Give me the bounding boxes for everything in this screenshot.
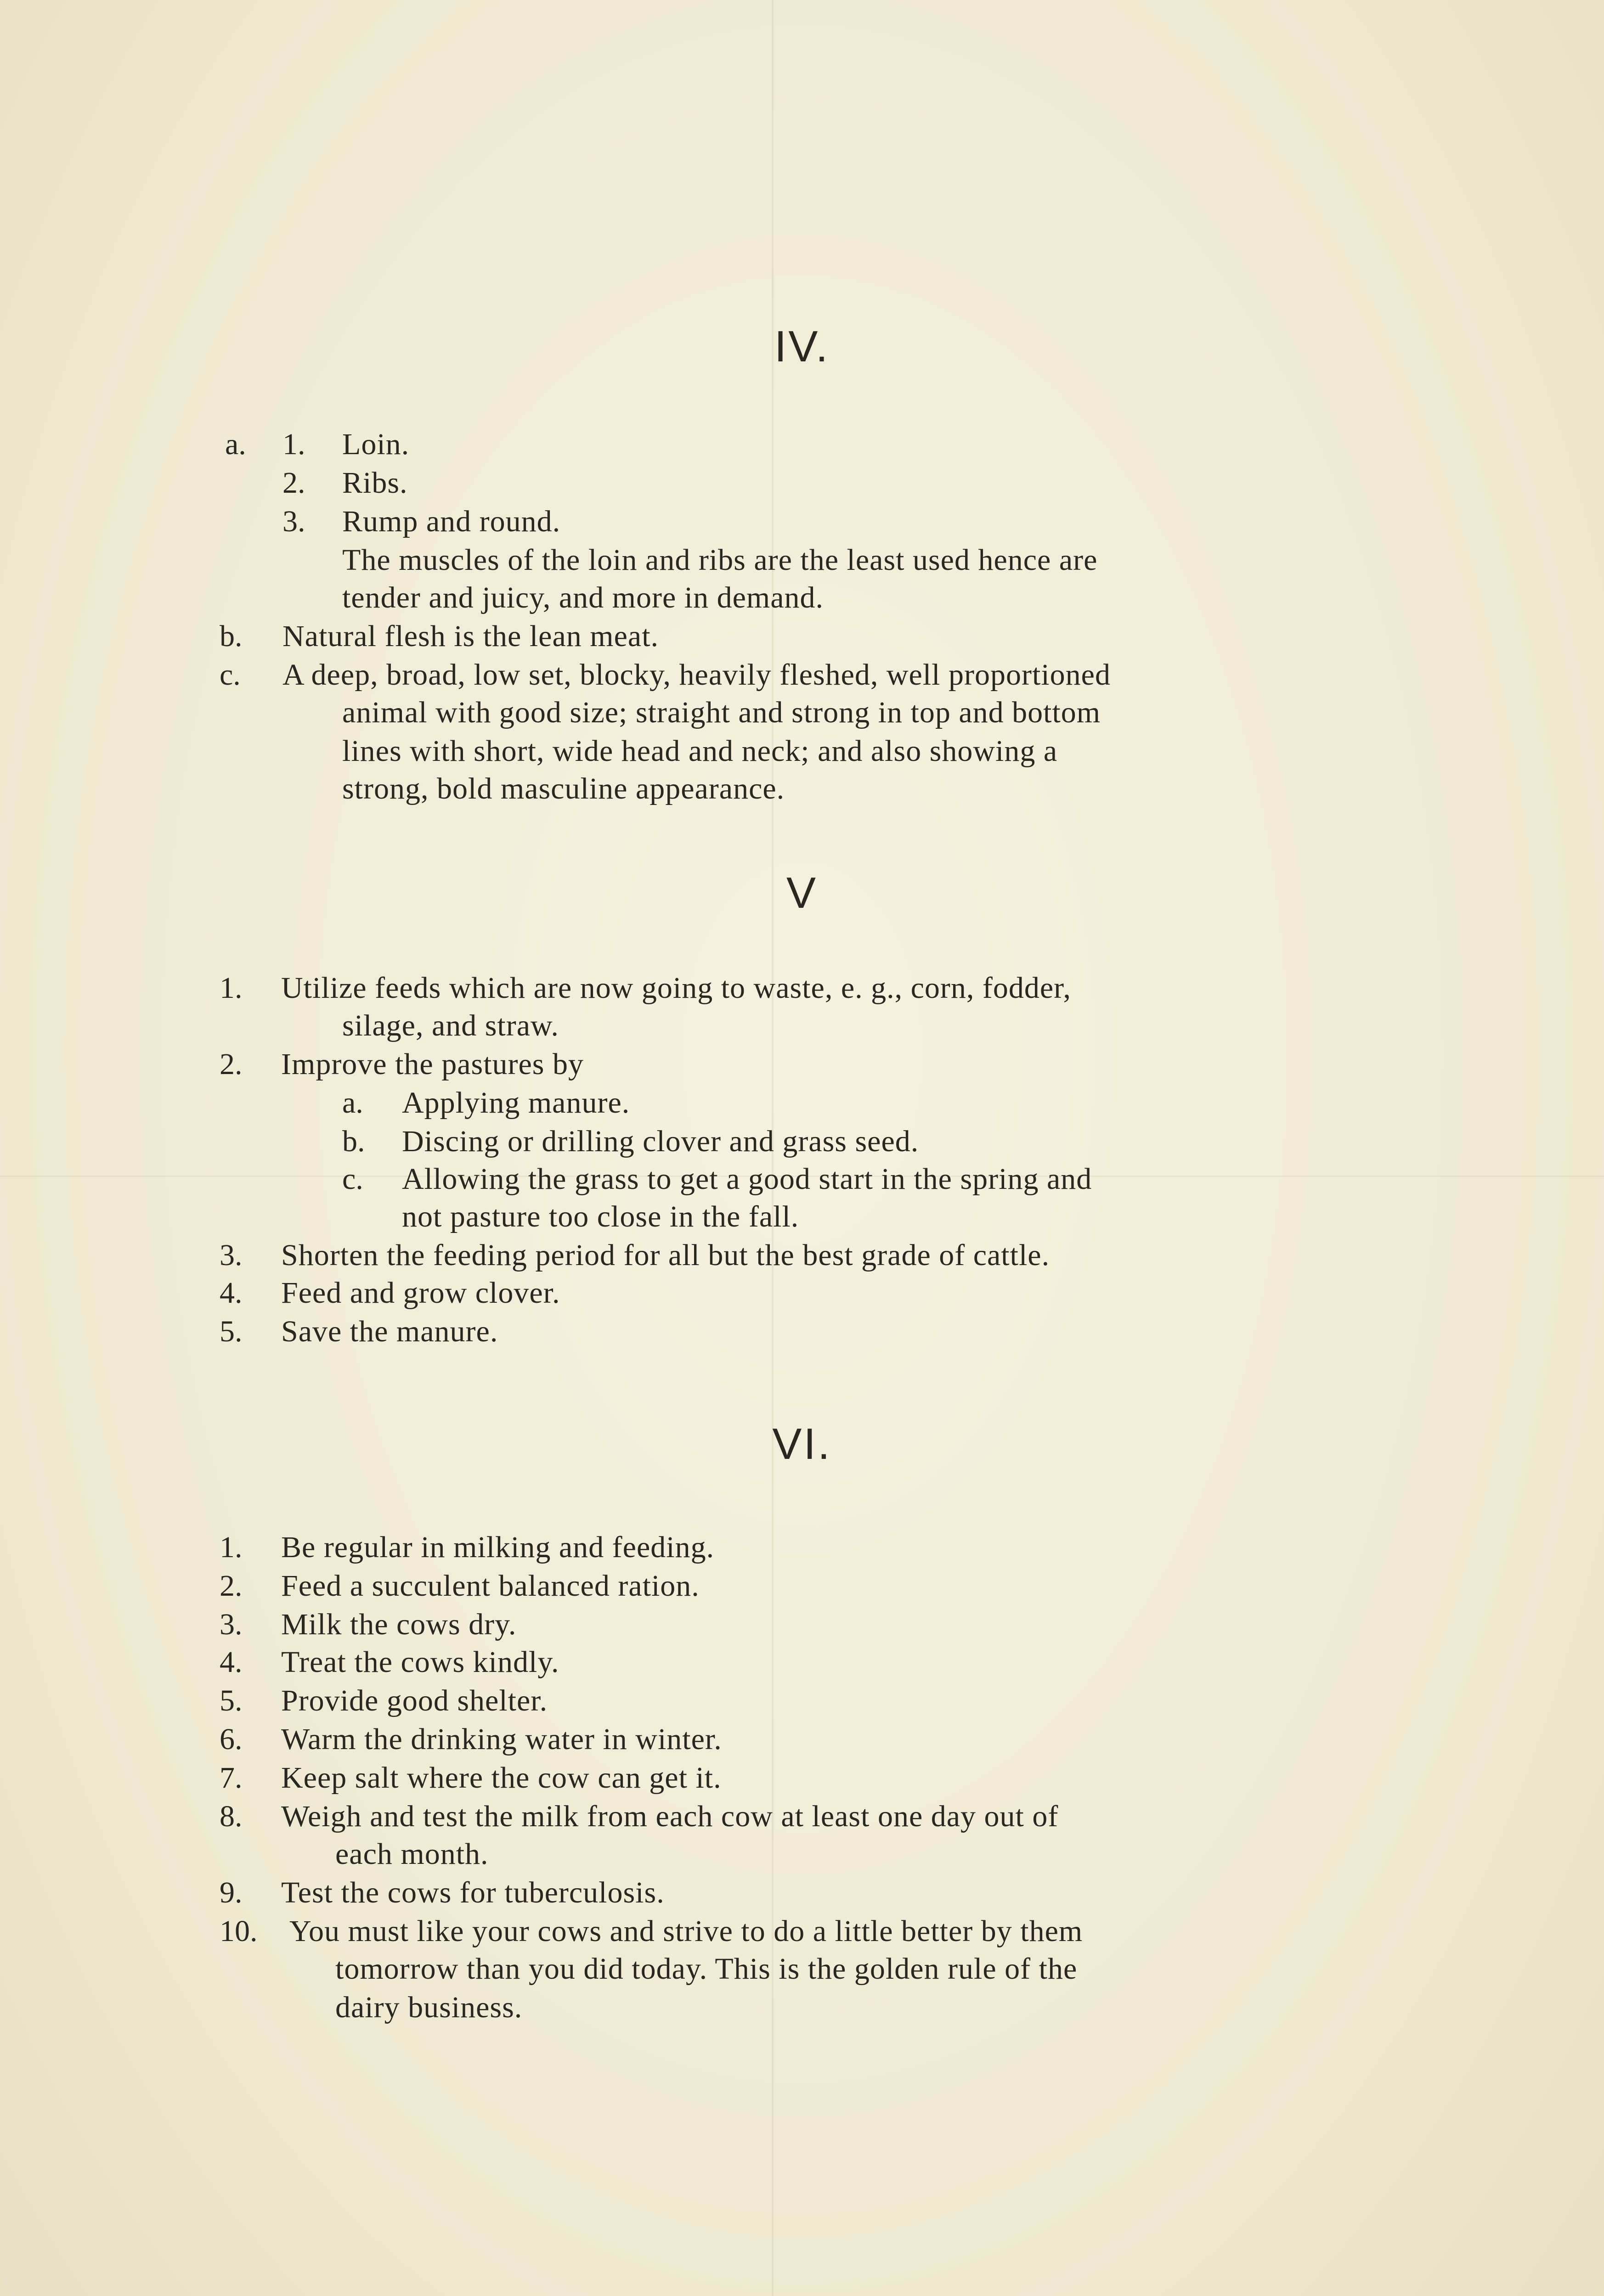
section-iv-c-line: strong, bold masculine appearance. bbox=[342, 772, 785, 805]
section-v-item-num: 4. bbox=[220, 1276, 243, 1310]
section-v-item-text: silage, and straw. bbox=[342, 1009, 559, 1042]
section-v-item-text: Improve the pastures by bbox=[281, 1047, 584, 1081]
section-v-sub-text: Allowing the grass to get a good start in the spring and bbox=[402, 1162, 1092, 1196]
section-vi-item-num: 6. bbox=[220, 1722, 243, 1756]
section-v-item-num: 1. bbox=[220, 971, 243, 1005]
section-vi-item-num: 10. bbox=[220, 1914, 258, 1948]
section-vi-item-text: Milk the cows dry. bbox=[281, 1608, 517, 1641]
section-iv-c-label: c. bbox=[220, 658, 241, 692]
section-v-item-text: Shorten the feeding period for all but the best grade of cattle. bbox=[281, 1238, 1050, 1272]
section-vi-item-num: 9. bbox=[220, 1876, 243, 1909]
section-v-item-text: Feed and grow clover. bbox=[281, 1276, 560, 1310]
section-v-sub-label: b. bbox=[342, 1125, 365, 1158]
section-v-sub-label: c. bbox=[342, 1162, 363, 1196]
section-v-item-text: Save the manure. bbox=[281, 1315, 498, 1348]
section-v-item-num: 2. bbox=[220, 1047, 243, 1081]
section-iv-a-item-text: Loin. bbox=[342, 428, 410, 461]
section-vi-item-text: Be regular in milking and feeding. bbox=[281, 1531, 715, 1564]
section-v-item-num: 3. bbox=[220, 1238, 243, 1272]
section-iv-a-label: a. bbox=[225, 428, 246, 461]
section-v-item-text: Utilize feeds which are now going to waste, e. g., corn, fodder, bbox=[281, 971, 1071, 1005]
section-iv-a-item-num: 1. bbox=[282, 428, 305, 461]
section-vi-item-text: Feed a succulent balanced ration. bbox=[281, 1569, 700, 1603]
section-vi-item-text: Keep salt where the cow can get it. bbox=[281, 1761, 722, 1795]
section-iv-a-note-line: tender and juicy, and more in demand. bbox=[342, 581, 824, 614]
section-vi-item-num: 7. bbox=[220, 1761, 243, 1795]
section-iv-a-item-num: 2. bbox=[282, 466, 305, 500]
section-vi-item-num: 5. bbox=[220, 1684, 243, 1717]
section-iv-a-item-num: 3. bbox=[282, 505, 305, 538]
section-vi-item-text: tomorrow than you did today. This is the golden rule of the bbox=[335, 1952, 1078, 1986]
section-iv-b-text: Natural flesh is the lean meat. bbox=[282, 619, 659, 653]
section-vi-item-text: Provide good shelter. bbox=[281, 1684, 548, 1717]
section-vi-item-num: 3. bbox=[220, 1608, 243, 1641]
section-v-heading: V bbox=[786, 868, 818, 917]
section-v-item-num: 5. bbox=[220, 1315, 243, 1348]
section-vi-item-text: each month. bbox=[335, 1837, 489, 1871]
section-vi-item-text: Treat the cows kindly. bbox=[281, 1645, 559, 1679]
section-v-sub-label: a. bbox=[342, 1086, 363, 1120]
section-vi-item-text: Warm the drinking water in winter. bbox=[281, 1722, 722, 1756]
section-vi-item-text: dairy business. bbox=[335, 1991, 523, 2024]
section-iv-c-line: animal with good size; straight and strong in top and bottom bbox=[342, 696, 1101, 729]
section-iv-heading: IV. bbox=[774, 322, 830, 371]
section-iv-c-line: A deep, broad, low set, blocky, heavily fleshed, well proportioned bbox=[282, 658, 1111, 692]
section-iv-b-label: b. bbox=[220, 619, 243, 653]
section-vi-item-num: 8. bbox=[220, 1800, 243, 1833]
section-vi-item-text: Test the cows for tuberculosis. bbox=[281, 1876, 665, 1909]
section-iv-a-item-text: Rump and round. bbox=[342, 505, 561, 538]
section-vi-item-num: 1. bbox=[220, 1531, 243, 1564]
section-iv-a-item-text: Ribs. bbox=[342, 466, 408, 500]
section-iv-c-line: lines with short, wide head and neck; and also showing a bbox=[342, 734, 1058, 768]
section-vi-heading: VI. bbox=[772, 1419, 832, 1469]
section-v-sub-text: Discing or drilling clover and grass seed. bbox=[402, 1125, 919, 1158]
section-iv-a-note-line: The muscles of the loin and ribs are the least used hence are bbox=[342, 543, 1098, 577]
section-v-sub-text: not pasture too close in the fall. bbox=[402, 1200, 799, 1233]
section-v-sub-text: Applying manure. bbox=[402, 1086, 630, 1120]
section-vi-item-num: 2. bbox=[220, 1569, 243, 1603]
section-vi-item-num: 4. bbox=[220, 1645, 243, 1679]
section-vi-item-text: You must like your cows and strive to do a little better by them bbox=[289, 1914, 1083, 1948]
section-vi-item-text: Weigh and test the milk from each cow at least one day out of bbox=[281, 1800, 1059, 1833]
